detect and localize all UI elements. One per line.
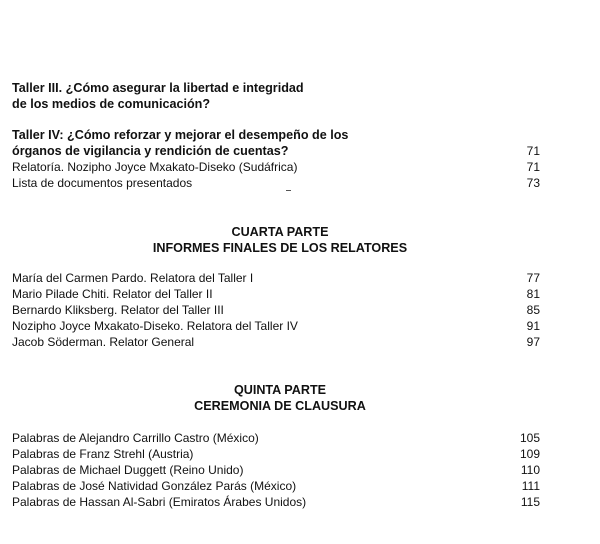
toc-entry xyxy=(12,334,540,350)
toc-entry-label: Palabras de Michael Duggett (Reino Unido) xyxy=(12,463,244,477)
toc-entry-label: Palabras de José Natividad González Parás (México) xyxy=(12,479,297,493)
toc-entry-page: 77 xyxy=(526,271,540,285)
toc-entry-page: 105 xyxy=(519,431,540,445)
toc-entry-label: Lista de documentos presentados xyxy=(12,176,193,190)
toc-entry-label: Relatoría. Nozipho Joyce Mxakato-Diseko (Sudáfrica) xyxy=(12,160,298,174)
toc-entry-page: 85 xyxy=(526,303,540,317)
toc-entry-label: Palabras de Franz Strehl (Austria) xyxy=(12,447,194,461)
toc-entry xyxy=(12,430,540,446)
toc-entry-label: María del Carmen Pardo. Relatora del Taller I xyxy=(12,271,254,285)
toc-entry-label: Mario Pilade Chiti. Relator del Taller II xyxy=(12,287,213,301)
toc-entry xyxy=(12,270,540,286)
toc-entry-page: 109 xyxy=(519,447,540,461)
toc-entry xyxy=(12,494,540,510)
part-five-subtitle: CEREMONIA DE CLAUSURA xyxy=(194,399,366,413)
toc-entry xyxy=(12,302,540,318)
toc-entry-label: Palabras de Alejandro Carrillo Castro (México) xyxy=(12,431,259,445)
toc-entry-page: 73 xyxy=(526,176,540,190)
taller-3-heading-line-1: Taller III. ¿Cómo asegurar la libertad e integridad xyxy=(12,81,304,95)
toc-entry-label: Jacob Söderman. Relator General xyxy=(12,335,195,349)
toc-entry-label: Palabras de Hassan Al-Sabri (Emiratos Árabes Unidos) xyxy=(12,495,307,509)
toc-entry xyxy=(12,175,540,191)
toc-entry-page: 110 xyxy=(520,463,540,477)
toc-entry-page: 91 xyxy=(526,319,540,333)
toc-entry-page: 97 xyxy=(526,335,540,349)
taller-4-heading-line-2: órganos de vigilancia y rendición de cuentas? xyxy=(12,144,289,158)
taller-4-heading-line-1: Taller IV: ¿Cómo reforzar y mejorar el desempeño de los xyxy=(12,128,349,142)
toc-entry-page: 81 xyxy=(526,287,540,301)
stray-mark xyxy=(286,190,291,191)
part-four-subtitle: INFORMES FINALES DE LOS RELATORES xyxy=(152,241,408,255)
toc-entry xyxy=(12,446,540,462)
toc-entry xyxy=(12,286,540,302)
toc-entry-page: 115 xyxy=(520,495,540,509)
part-four-title: CUARTA PARTE xyxy=(231,225,329,239)
part-five-title: QUINTA PARTE xyxy=(233,383,327,397)
toc-entry-page: 71 xyxy=(526,160,540,174)
toc-entry-page: 111 xyxy=(521,479,540,493)
toc-entry-label: Bernardo Kliksberg. Relator del Taller III xyxy=(12,303,224,317)
taller-3-heading-line-2: de los medios de comunicación? xyxy=(12,97,211,111)
taller-4-page-number: 71 xyxy=(526,144,540,158)
toc-entry xyxy=(12,462,540,478)
toc-entry-label: Nozipho Joyce Mxakato-Diseko. Relatora del Taller IV xyxy=(12,319,298,333)
toc-entry xyxy=(12,159,540,175)
toc-entry xyxy=(12,318,540,334)
taller-4-heading-line-2-row xyxy=(12,143,540,159)
toc-entry xyxy=(12,478,540,494)
